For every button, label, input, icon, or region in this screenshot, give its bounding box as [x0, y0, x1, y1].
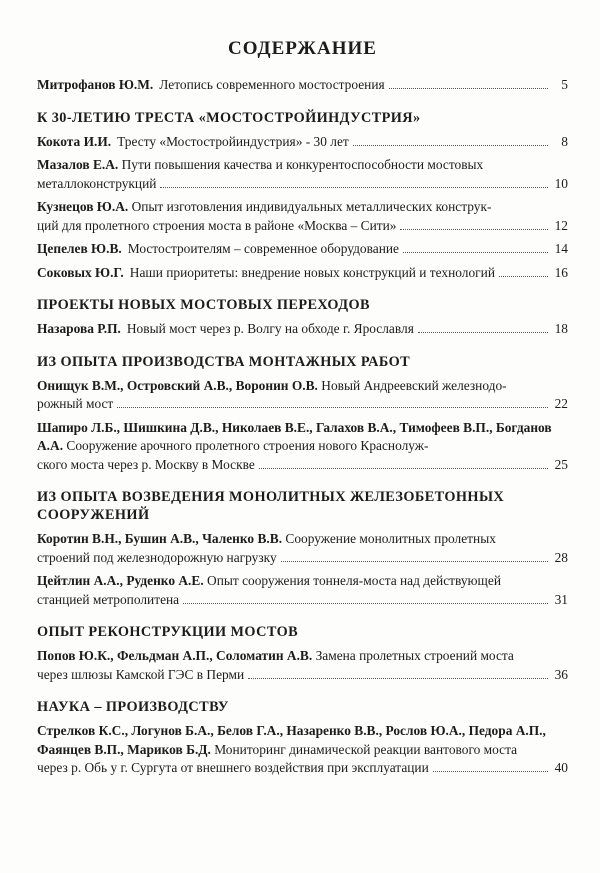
dot-leader	[259, 467, 548, 469]
entry-title-end: ского моста через р. Москву в Москве	[37, 456, 255, 472]
page-number: 12	[554, 217, 568, 233]
section-title: ИЗ ОПЫТА ПРОИЗВОДСТВА МОНТАЖНЫХ РАБОТ	[37, 353, 411, 370]
entry-head	[37, 377, 568, 396]
table-of-contents	[37, 76, 568, 778]
dot-leader	[353, 144, 548, 146]
page-number: 14	[554, 241, 568, 256]
entry-title-end: Новый мост через р. Волгу на обходе г. Ярославля	[126, 321, 414, 336]
toc-entry[interactable]	[37, 377, 568, 414]
entry-head	[37, 419, 568, 456]
entry-title-end: Наши приоритеты: внедрение новых конструкций и технологий	[129, 264, 495, 280]
toc-section	[37, 488, 568, 609]
toc-entry[interactable]	[37, 156, 568, 193]
toc-section	[37, 109, 568, 283]
entry-head	[37, 198, 568, 217]
toc-section	[37, 623, 568, 684]
section-title: ПРОЕКТЫ НОВЫХ МОСТОВЫХ ПЕРЕХОДОВ	[37, 297, 370, 313]
toc-entry[interactable]	[37, 530, 568, 567]
entry-title: Замена пролетных строений моста	[315, 648, 514, 663]
entry-head	[37, 156, 568, 175]
section-title: НАУКА – ПРОИЗВОДСТВУ	[37, 699, 229, 715]
page-number: 31	[554, 591, 568, 607]
entry-authors: Цепелев Ю.В.	[37, 241, 122, 256]
toc-entry[interactable]	[37, 320, 568, 339]
toc-entry[interactable]	[37, 240, 568, 259]
section-title: К 30-ЛЕТИЮ ТРЕСТА «МОСТОСТРОЙИНДУСТРИЯ»	[37, 109, 421, 126]
toc-section	[37, 76, 568, 95]
page-number: 22	[554, 396, 568, 411]
toc-entry[interactable]	[37, 133, 568, 152]
entry-last-line	[37, 217, 568, 236]
entry-title-end: металлоконструкций	[37, 175, 157, 191]
entry-authors: Соковых Ю.Г.	[37, 264, 124, 280]
entry-title-end: ций для пролетного строения моста в районе «Москва – Сити»	[37, 217, 397, 233]
entry-title: Опыт изготовления индивидуальных металлических конструк-	[131, 199, 492, 214]
section-title: ОПЫТ РЕКОНСТРУКЦИИ МОСТОВ	[37, 624, 299, 640]
entry-title: Сооружение арочного пролетного строения нового Краснолуж-	[66, 438, 429, 453]
dot-leader	[160, 186, 548, 188]
entry-last-line	[37, 240, 568, 259]
dot-leader	[418, 331, 548, 333]
entry-authors: Назарова Р.П.	[37, 321, 121, 336]
entry-authors: Онищук В.М., Островский А.В., Воронин О.В.	[37, 377, 318, 393]
toc-section	[37, 353, 568, 475]
dot-leader	[248, 677, 548, 679]
entry-last-line	[37, 759, 568, 778]
entry-last-line	[37, 549, 568, 568]
page-number: 18	[554, 321, 568, 336]
page-number: 16	[554, 264, 568, 280]
entry-title-end: через р. Обь у г. Сургута от внешнего воздействия при эксплуатации	[37, 760, 429, 775]
toc-entry[interactable]	[37, 572, 568, 609]
toc-entry[interactable]	[37, 722, 568, 778]
entry-title-end: Мостостроителям – современное оборудование	[127, 241, 399, 256]
toc-entry[interactable]	[37, 647, 568, 684]
entry-authors: Мазалов Е.А.	[37, 157, 119, 172]
dot-leader	[499, 275, 548, 277]
toc-section	[37, 698, 568, 778]
entry-title: Новый Андреевский железнодо-	[321, 377, 507, 393]
page-number: 10	[554, 175, 568, 191]
entry-title: Пути повышения качества и конкурентоспособности мостовых	[121, 157, 484, 172]
contents-title: СОДЕРЖАНИЕ	[228, 38, 377, 59]
entry-authors: Митрофанов Ю.М.	[37, 77, 154, 92]
entry-last-line	[37, 175, 568, 194]
entry-last-line	[37, 591, 568, 610]
page-number: 28	[554, 549, 568, 565]
entry-authors: Цейтлин А.А., Руденко А.Е.	[37, 573, 204, 588]
entry-head	[37, 572, 568, 591]
entry-head	[37, 722, 568, 759]
section-title: ИЗ ОПЫТА ВОЗВЕДЕНИЯ МОНОЛИТНЫХ ЖЕЛЕЗОБЕТОННЫХ СООРУЖЕНИЙ	[37, 489, 505, 523]
entry-title-end: станцией метрополитена	[37, 591, 180, 607]
entry-authors: Кокота И.И.	[37, 133, 112, 149]
page-number: 25	[554, 456, 568, 472]
entry-last-line	[37, 320, 568, 339]
dot-leader	[433, 770, 548, 772]
entry-title-end: строений под железнодорожную нагрузку	[37, 549, 277, 565]
entry-authors: Шапиро Л.Б., Шишкина Д.В., Николаев В.Е., Галахов В.А., Тимофеев В.П., Богданов А.А.	[37, 419, 552, 453]
entry-last-line	[37, 456, 568, 475]
entry-last-line	[37, 133, 568, 152]
entry-authors: Кузнецов Ю.А.	[37, 199, 129, 214]
dot-leader	[403, 251, 548, 253]
page-number: 8	[561, 133, 568, 149]
entry-last-line	[37, 666, 568, 685]
dot-leader	[117, 406, 548, 408]
entry-authors: Попов Ю.К., Фельдман А.П., Соломатин А.В.	[37, 648, 313, 663]
dot-leader	[400, 228, 548, 230]
entry-last-line	[37, 395, 568, 414]
entry-title-end: рожный мост	[37, 396, 114, 411]
entry-title-end: Летопись современного мостостроения	[159, 77, 385, 92]
dot-leader	[183, 602, 548, 604]
entry-title: Сооружение монолитных пролетных	[285, 531, 496, 546]
toc-entry[interactable]	[37, 264, 568, 283]
page-number: 40	[554, 760, 568, 775]
entry-last-line	[37, 76, 568, 95]
entry-title: Мониторинг динамической реакции вантового моста	[214, 741, 518, 757]
toc-entry[interactable]	[37, 198, 568, 235]
entry-title: Опыт сооружения тоннеля-моста над действующей	[207, 573, 501, 588]
entry-title-end: Тресту «Мостостройиндустрия» - 30 лет	[117, 133, 349, 149]
entry-head	[37, 530, 568, 549]
page-number: 36	[554, 666, 568, 682]
entry-title-end: через шлюзы Камской ГЭС в Перми	[37, 666, 245, 682]
toc-entry[interactable]	[37, 76, 568, 95]
entry-head	[37, 647, 568, 666]
entry-authors: Коротин В.Н., Бушин А.В., Чаленко В.В.	[37, 531, 283, 546]
toc-entry[interactable]	[37, 419, 568, 475]
toc-section	[37, 296, 568, 339]
entry-last-line	[37, 264, 568, 283]
dot-leader	[389, 87, 548, 89]
dot-leader	[281, 560, 548, 562]
page-number: 5	[561, 77, 568, 92]
entry-authors: Стрелков К.С., Логунов Б.А., Белов Г.А., Назаренко В.В., Рослов Ю.А., Педора А.П., Фаянцев В.П., Мариков Б.Д.	[37, 723, 546, 757]
